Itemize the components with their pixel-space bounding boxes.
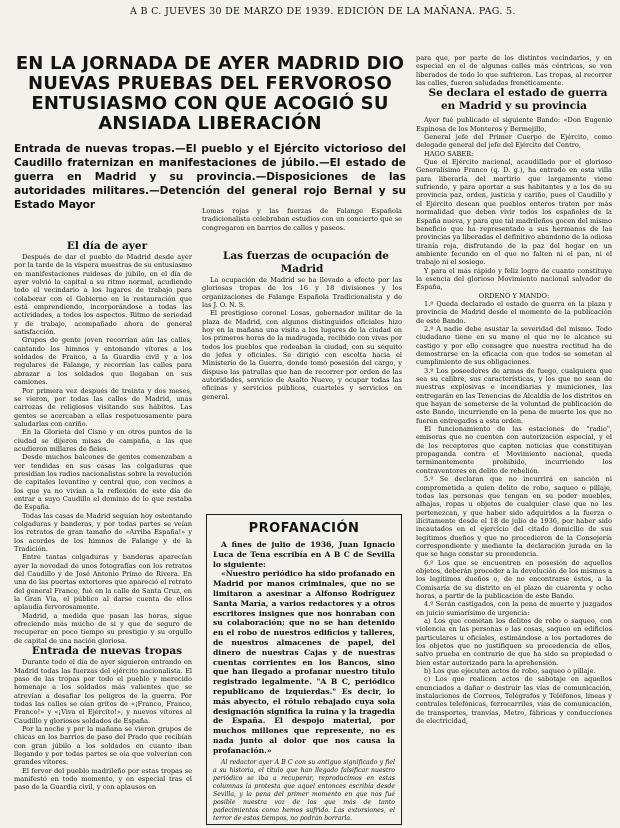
paragraph: El fervor del pueblo madrileño por estas tropas se manifestó en todo momento, y en especial tras el paso de la Guardia civil, y con aplausos en	[14, 766, 192, 792]
paragraph: para que, por parte de los distintos vecindarios, y en especial en el de algunas calles más céntricas, se ven liberados de todo lo que sufrieron. Las tropas, al recorrer las calles, fueron saludadas frenéticamente.	[416, 54, 612, 88]
paragraph: HAGO SABER:	[424, 149, 474, 158]
paragraph: Durante todo el día de ayer siguieron entrando en Madrid todas las fuerzas del ejército nacionalista. El paso de las tropas por todo el pueblo y merecido homenaje a los soldados más valientes que se atrevían a desafiar los peligros de la guerra. Por todas las calles se oían gritos de «¡Franco, Franco, Franco!» y «¡Viva el Ejército!», y nuevos vítores al Caudillo y gloriosos soldados de España.	[14, 658, 192, 725]
box-title: PROFANACIÓN	[248, 521, 360, 536]
paragraph: a) Los que cometan los delitos de robo o saqueo, con violencia en las personas o las cosas, saqueo en edificios particulares u oficiales, estimándose a los portadores de los objetos que no justifiquen su procedencia de ellos, salvo prueba en contrario de que ha sido su propiedad o bien estar autorizado para la aprehensión.	[416, 617, 612, 667]
paragraph: En la Glorieta del Cisne y en otros puntos de la ciudad se dijeron misas de campaña, a las que acudieron millares de fieles.	[14, 428, 192, 453]
paragraph: 2.º A nadie debe asustar la severidad del mismo. Todo ciudadano tiene en su mano el que no le alcance su castigo y por ello consagre que nuestra rectitud ha de demostrarse en la eficacia con que todos se sometan al cumplimiento de sus obligaciones.	[416, 324, 612, 367]
paragraph: b) Los que ejecuten actos de robo, saqueo o pillaje.	[424, 667, 596, 676]
column-1	[14, 240, 192, 825]
column-2-lower	[202, 250, 402, 401]
paragraph: General jefe del Primer Cuerpo de Ejército, como delegado general del jefe del Ejército del Centro,	[416, 133, 612, 150]
paragraph: c) Los que realicen actos de sabotaje en aquellos enunciados a dañar o destruir las vías de comunicación, instalaciones de Correos, Telégrafos y Teléfonos, líneas y centrales telefónicas, ferrocarriles, vías de comunicación, de transportes, tranvías, Metro, fábricas y conducciones de electricidad,	[416, 675, 612, 726]
box-body	[213, 540, 395, 756]
paragraph: La ocupación de Madrid se ha llevado a efecto por las gloriosas tropas de los 16 y 18 divisiones y los organizaciones de Falange Española Tradicionalista y de las J. O. N. S.	[202, 276, 402, 310]
paragraph: Desde muchos balcones de gentes comenzaban a ver tendidas en sus casas las colgaduras que presidían los radios nacionalistas sobre la revolución de capitales levantino y central que, con vecinos a los que ya no vivían a la reflexión de este día de entrar a suyo Caudillo el dominio de lo que restaba de España.	[14, 453, 192, 512]
running-head: A B C. JUEVES 30 DE MARZO DE 1939. EDICIÓN DE LA MAÑANA. PAG. 5.	[130, 6, 516, 17]
paragraph: Grupos de gente joven recorrían aún las calles, cantando los himnos y entonando vítores a los soldados de Franco, a la Guardia civil y a los regulares de Falange, y recorrían las calles para abrazar a los soldados que llegaban en sus camiones.	[14, 336, 192, 387]
paragraph: Lomas rojas y las fuerzas de Falange Española tradicionalista celebraban estudios con un concierto que se congregaron en barrios de calles y paseos.	[202, 207, 402, 232]
paragraph: Madrid, a medida que pasan las horas, sigue ofreciendo más mucho de si y que de seguro de recuperar en poco tiempo su prestigio y su orgullo de capital de una nación gloriosa.	[14, 611, 192, 645]
subhead-entrada-tropas: Entrada de nuevas tropas	[31, 645, 183, 658]
paragraph: 4.º Serán castigados, con la pena de muerte y juzgados en juicio sumarísimo de urgencia:	[416, 600, 612, 617]
paragraph: A fines de julio de 1936, Juan Ignacio Luca de Tena escribía en A B C de Sevilla lo siguiente:	[213, 540, 395, 569]
paragraph: 1.º Queda declarado el estado de guerra en la plaza y provincia de Madrid desde el momento de la publicación de este Bando.	[416, 299, 612, 325]
subhead-estado-de-guerra: Se declara el estado de guerra en Madrid y su provincia	[428, 87, 608, 113]
headline: EN LA JORNADA DE AYER MADRID DIO NUEVAS PRUEBAS DEL FERVOROSO ENTUSIASMO CON QUE ACOGIÓ SU ANSIADA LIBERACIÓN	[15, 53, 405, 134]
paragraph: Que el Ejército nacional, acaudillado por el glorioso Generalísimo Franco (q. D. g.), ha entrado en esta villa para liberarla del martirio que largamente viene sufriendo, y para aportar a sus habitantes y a los de su provincia paz, orden, justicia y cariño, pues el Caudillo y el Ejército desean que pueblos enteros traten por más normalidad que deben vivir todos los españoles de la España nueva, y para que tal madrileños gocen del mismo beneficio que ha representado a sus hermanos de las provincias ya liberadas el definitivo abandono de la odiosa tiranía roja, disfrutando de la paz del hogar en un ambiente fecundo en el que no falten ni el pan, ni el trabajo ni el sosiego.	[416, 158, 612, 267]
paragraph: Por la noche y por la mañana se vieron grupos de chicas en los barrios de paso del Prado que recibían con gran júbilo a los soldados en cuanto iban llegando y por todas partes se oía que volverían con grandes vítores.	[14, 724, 192, 767]
paragraph: 5.º Se declaran que no incurrirá en sanción ni comprometida a quien delito de robo, saqueo o pillaje, todas las personas que tengan en su poder muebles, alhajas, ropas u objetos de cualquier clase que no les pertenezcan, y que haber sido adquiridos a la fuerza o ilícitamente desde el 18 de julio de 1936, por haber sido incautados en el ejercicio del citado domicilio de sus legítimos dueños y que no procedieron de la Consejería correspondiente y mediante la declaración jurada en la que se haga constar su procedencia.	[416, 475, 612, 559]
box-note	[213, 759, 395, 823]
deck-summary: Entrada de nuevas tropas.—El pueblo y el Ejército victorioso del Caudillo fraternizan en manifestaciones de júbilo.—El estado de guerra en Madrid y su provincia.—Disposiciones de las autoridades militares.—Detención del general rojo Bernal y su Estado Mayor	[14, 143, 406, 211]
profanacion-box	[206, 514, 402, 825]
paragraph: El funcionamiento de las estaciones de "radio", emisoras que no cuenten con autorización especial, y el de los receptores que capten noticias que constituyan propaganda contra el Movimiento nacional, queda terminantemente prohibido, incurriendo los contraventores en delito de rebelión.	[416, 425, 612, 475]
paragraph: Después de dar el pueblo de Madrid desde ayer por la tarde de la víspera muestras de su entusiasmo en manifestaciones ruidosas de júbilo, en el día de ayer volvió la capital a su ritmo normal, acudiendo todo el vecindario a los lugares de trabajo para colaborar con el Gobierno en la restauración que está emprendiendo, incorporándose a todas las actividades, a todos los aspectos. Ritmo de seriedad y de trabajo, acompañado ahora de general satisfacción.	[14, 253, 192, 337]
paragraph: Por primera vez después de treinta y dos meses, se vieron, por todas las calles de Madrid, unas carrozas de religiosos visitando sus hábitos. Las gentes se acercaban a ellas respetuosamente para saludarlas con cariño.	[14, 386, 192, 428]
subhead-fuerzas-ocupacion: Las fuerzas de ocupación de Madrid	[222, 250, 389, 275]
paragraph: 6.º Los que se encuentren en posesión de aquellos objetos, deberán proceder a la devolución de los mismos a los legítimos dueños o, de no encontrarse éstos, a la Comisaría de su distrito en el plazo de cuarenta y ocho horas, a partir de la publicación de este Bando.	[416, 558, 612, 600]
paragraph: ORDENO Y MANDO:	[478, 291, 550, 300]
paragraph: Y para el más rápido y feliz logro de cuanto constituye la esencia del glorioso Movimiento nacional salvador de España,	[416, 266, 612, 292]
paragraph: El prestigioso coronel Losas, gobernador militar de la plaza de Madrid, con algunos distinguidos oficiales hizo hoy en la mañana una visita a los lugares de la ciudad en los primeros horas de la madrugada, recibido con vivas por todos los pueblos que rodeaban la ciudad, con su séquito de jefes y oficiales. Se dirigió con escolta hacia el Ministerio de la Guerra, donde tomó posesión del cargo, y dispuso las patrullas que han de recorrer por orden de las autoridades, servicio de Asalto Nuevo, y ocupar todas las oficinas y servicios públicos, cuarteles y servicios en general.	[202, 309, 402, 401]
paragraph: Ayer fué publicado el siguiente Bando: «Don Eugenio Espinosa de los Monteros y Bermejillo,	[416, 116, 612, 133]
paragraph: Entre tantas colgaduras y banderas aparecían ayer la novedad de unos fotografías con los retratos del Caudillo y de José Antonio Primo de Rivera. En una de las puertas exteriores que apareció el retrato del general Franco, fué en la calle de Santa Cruz, en la Gran Vía, el público al darse cuenta de ellos aplaudía fervorosamente.	[14, 553, 192, 612]
paragraph: 3.º Los poseedores de armas de fuego, cualquiera que sea su calibre, sus características, y los que no sean de nuestras explosivas e incendiarias y municiones, las entregarán en las Tenencias de Alcaldía de los distritos en que hayan de someterse de la voluntad de publicación de este Bando, incurriendo en la pena de muerte los que no fueren entregados a esta orden.	[416, 366, 612, 425]
column-3	[416, 54, 612, 826]
paragraph: «Nuestro periódico ha sido profanado en Madrid por manos criminales, que no se limitaron a asesinar a Alfonso Rodríguez Santa María, a varios redactores y a otros escritores insignes que nos honraban con su colaboración; que no se han detenido en el robo de nuestros edificios y talleres, de nuestros almacenes de papel, del dinero de nuestras Cajas y de nuestras cuentas corrientes en los Bancos, sino que han llegado a profanar nuestro título registrado legalmente. "A B C, periódico republicano de izquierdas." Es decir, lo más abyecto, el rótulo rebajado cuya sola designación significa la ruina y la tragedia de España. El despojo material, por muchos millones que represente, no es nada junto al dolor que nos causa la profanación.»	[213, 569, 395, 755]
paragraph: Al redactor ayer A B C con su antiguo significado y fiel a su historia, el título que han llegado falsificar nuestro periódico se iba a recuperar, reproducimos en estas columnas la protesta que aquel entonces escribía desde Sevilla, y la pena del primer momento en que nos fué posible nuestra voz de los que más de tanto padecimientos como hemos sufrido. Las extorsiones, el terror de estos tiempos, no podrán borrarla.	[213, 758, 395, 822]
subhead-el-dia-de-ayer: El día de ayer	[66, 240, 148, 252]
paragraph: Todas las casas de Madrid seguían hoy ostentando colgaduras y banderas, y por todas partes se veían los retratos de gran tamaño de «Arriba España!» y los acordes de los himnos de Falange y de la Tradición.	[14, 511, 192, 554]
column-2	[202, 207, 402, 232]
